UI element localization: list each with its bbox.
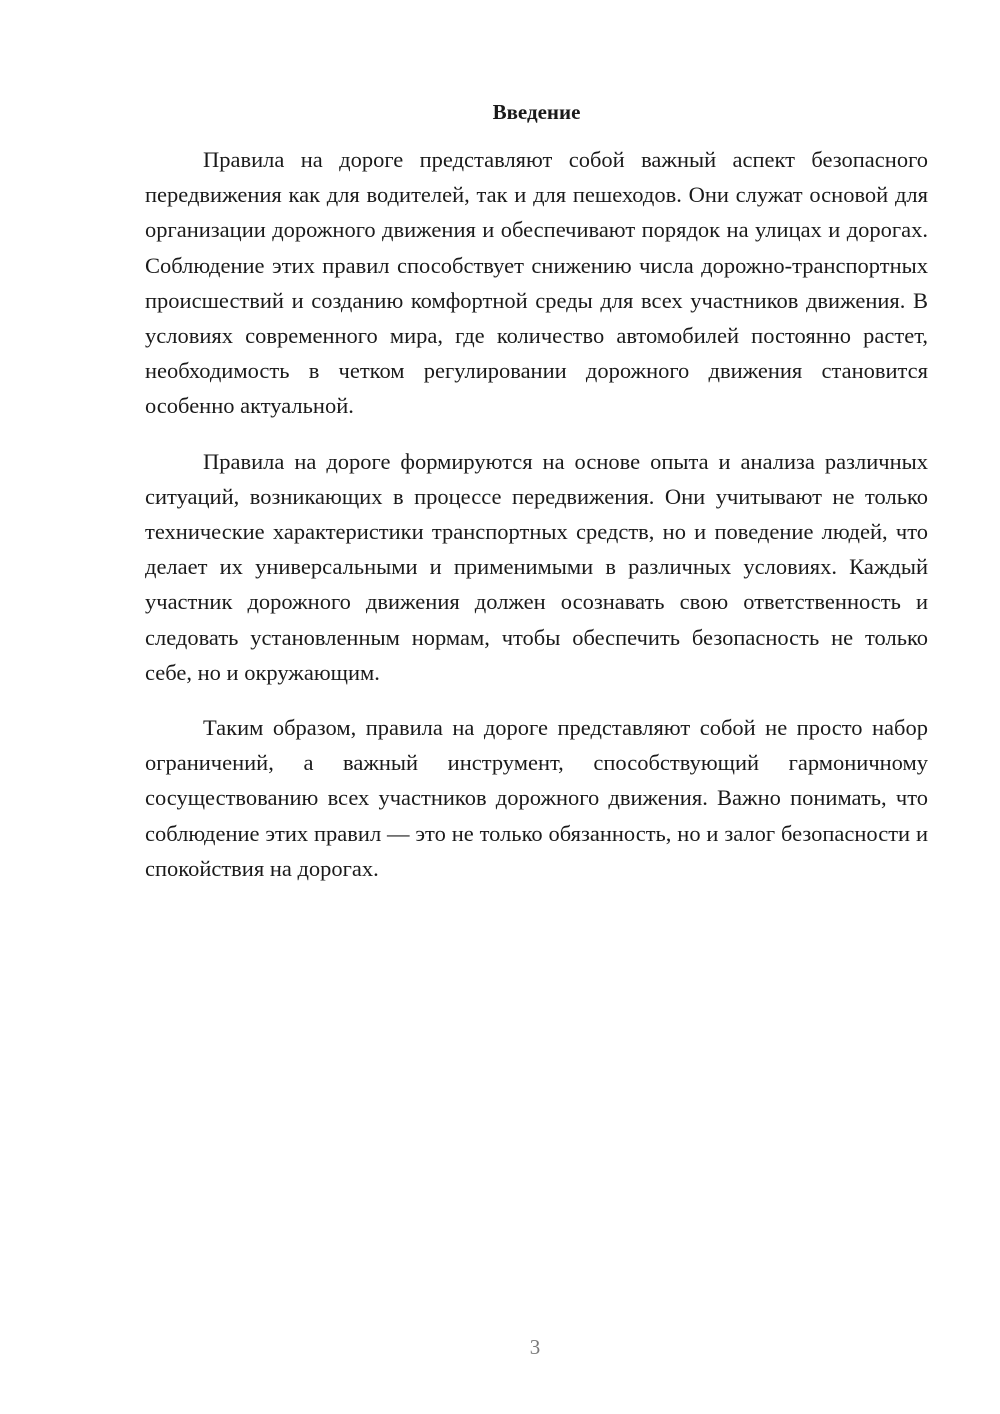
document-body bbox=[145, 142, 928, 886]
paragraph-2: Правила на дороге формируются на основе опыта и анализа различных ситуаций, возникающих в процессе передвижения. Они учитывают не только технические характеристики транспортных средств, но и поведение людей, что делает их универсальными и применимыми в различных условиях. Каждый участник дорожного движения должен осознавать свою ответственность и следовать установленным нормам, чтобы обеспечить безопасность не только себе, но и окружающим. bbox=[145, 448, 928, 685]
paragraph-3: Таким образом, правила на дороге представляют собой не просто набор ограничений, а важный инструмент, способствующий гармоничному сосуществованию всех участников дорожного движения. Важно понимать, что соблюдение этих правил — это не только обязанность, но и залог безопасности и спокойствия на дорогах. bbox=[145, 715, 928, 881]
page-number: 3 bbox=[529, 1335, 541, 1359]
paragraph-1: Правила на дороге представляют собой важный аспект безопасного передвижения как для водителей, так и для пешеходов. Они служат основой для организации дорожного движения и обеспечивают порядок на улицах и дорогах. Соблюдение этих правил способствует снижению числа дорожно-транспортных происшествий и созданию комфортной среды для всех участников движения. В условиях современного мира, где количество автомобилей постоянно растет, необходимость в четком регулировании дорожного движения становится особенно актуальной. bbox=[145, 147, 928, 419]
page-title: Введение bbox=[492, 100, 581, 124]
